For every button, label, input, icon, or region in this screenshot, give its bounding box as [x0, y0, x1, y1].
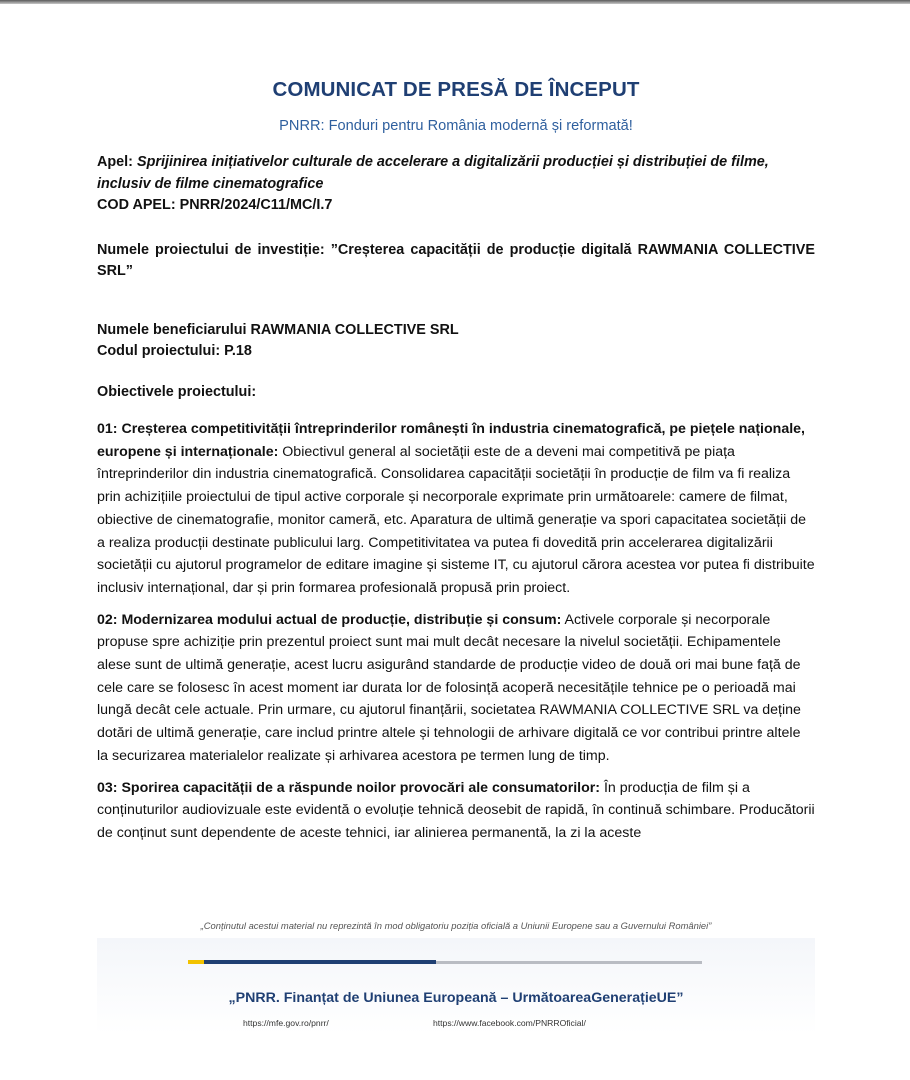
footer-disclaimer: „Conținutul acestui material nu reprezintă în mod obligatoriu poziția oficială a Uniunii Europene sau a Guvernului României”	[200, 920, 712, 931]
objective-text: În producția de film și a conținuturilor audiovizuale este evidentă o evoluție tehnică deosebit de rapidă, în continuă schimbare. Producătorii de conținut sunt dependente de aceste tehnici, iar alinierea permanentă, la zi la aceste	[97, 779, 815, 841]
objective-heading: 03: Sporirea capacității de a răspunde noilor provocări ale consumatorilor:	[97, 779, 601, 796]
footer-bar-blue	[204, 960, 436, 964]
beneficiary-name: Numele beneficiarului RAWMANIA COLLECTIVE SRL	[97, 321, 459, 338]
page-subtitle: PNRR: Fonduri pentru România modernă și reformată!	[279, 118, 633, 134]
beneficiary-block	[97, 320, 815, 363]
objective-heading: 02: Modernizarea modului actual de producție, distribuție și consum:	[97, 611, 562, 628]
objective-paragraph	[97, 777, 815, 845]
objective-heading: 01: Creșterea competitivității întreprinderilor românești în industria cinematografică, pe piețele naționale, europene și internaționale:	[97, 421, 805, 460]
footer-bar-grey	[436, 961, 702, 964]
footer-link-mfe[interactable]: https://mfe.gov.ro/pnrr/	[243, 1018, 329, 1028]
objective-paragraph	[97, 418, 815, 600]
objective-text: Activele corporale și necorporale propuse spre achiziție prin prezentul proiect sunt mai mult decât necesare la nivelul societății. Echipamentele alese sunt de ultimă generație, acest lucru asigurând standarde de producție video de două ori mai bune față de cele care se folosesc în acest moment iar durata lor de folosință acoperă necesitățile tehnice pe o perioadă mai lungă decât cele actuale. Prin urmare, cu ajutorul finanțării, societatea RAWMANIA COLLECTIVE SRL va deține dotări de ultimă generație, care includ printre altele și tehnologii de arhivare digitală ce vor contribui printre altele la securizarea materialelor realizate și arhivarea acestora pe termen lung de timp.	[97, 611, 801, 764]
objectives-heading: Obiectivele proiectului:	[97, 383, 257, 400]
call-block	[97, 152, 815, 217]
objective-text: Obiectivul general al societății este de a deveni mai competitivă pe piața întreprinderilor din industria cinematografică. Consolidarea capacității societății în producție de film va fi realiza prin achizițiile proiectului de tipul active corporale și necorporale exprimate prin următoarele: camere de filmat, obiective de cinematografie, monitor cameră, etc. Aparatura de ultimă generație va spori capacitatea societății de a realiza producții destinate publicului larg. Competitivitatea va putea fi dovedită prin accelerarea digitalizării societății cu ajutorul programelor de editare imagine și sisteme IT, cu ajutorul cărora acestea vor putea fi distribuite inclusiv internațional, dar și prin formarea profesională propusă prin proiect.	[97, 443, 815, 596]
call-label: Apel:	[97, 154, 137, 170]
call-code: COD APEL: PNRR/2024/C11/MC/I.7	[97, 197, 333, 213]
footer-bar-yellow	[188, 960, 204, 964]
project-name-value: ”Creșterea capacității de producție digitală RAWMANIA COLLECTIVE SRL”	[97, 241, 815, 279]
footer-link-facebook[interactable]: https://www.facebook.com/PNRROficial/	[433, 1018, 586, 1028]
page-title: COMUNICAT DE PRESĂ DE ÎNCEPUT	[272, 78, 640, 101]
objective-paragraph	[97, 609, 815, 768]
call-text: Sprijinirea inițiativelor culturale de accelerare a digitalizării producției și distribuției de filme, inclusiv de filme cinematografice	[97, 154, 769, 192]
project-name-label: Numele proiectului de investiție:	[97, 241, 331, 258]
footer-motto: „PNRR. Finanțat de Uniunea Europeană – UrmătoareaGenerațieUE”	[228, 990, 684, 1006]
project-code: Codul proiectului: P.18	[97, 343, 252, 359]
press-release-page	[97, 78, 815, 845]
project-name-block	[97, 240, 815, 283]
window-top-shadow	[0, 0, 910, 4]
